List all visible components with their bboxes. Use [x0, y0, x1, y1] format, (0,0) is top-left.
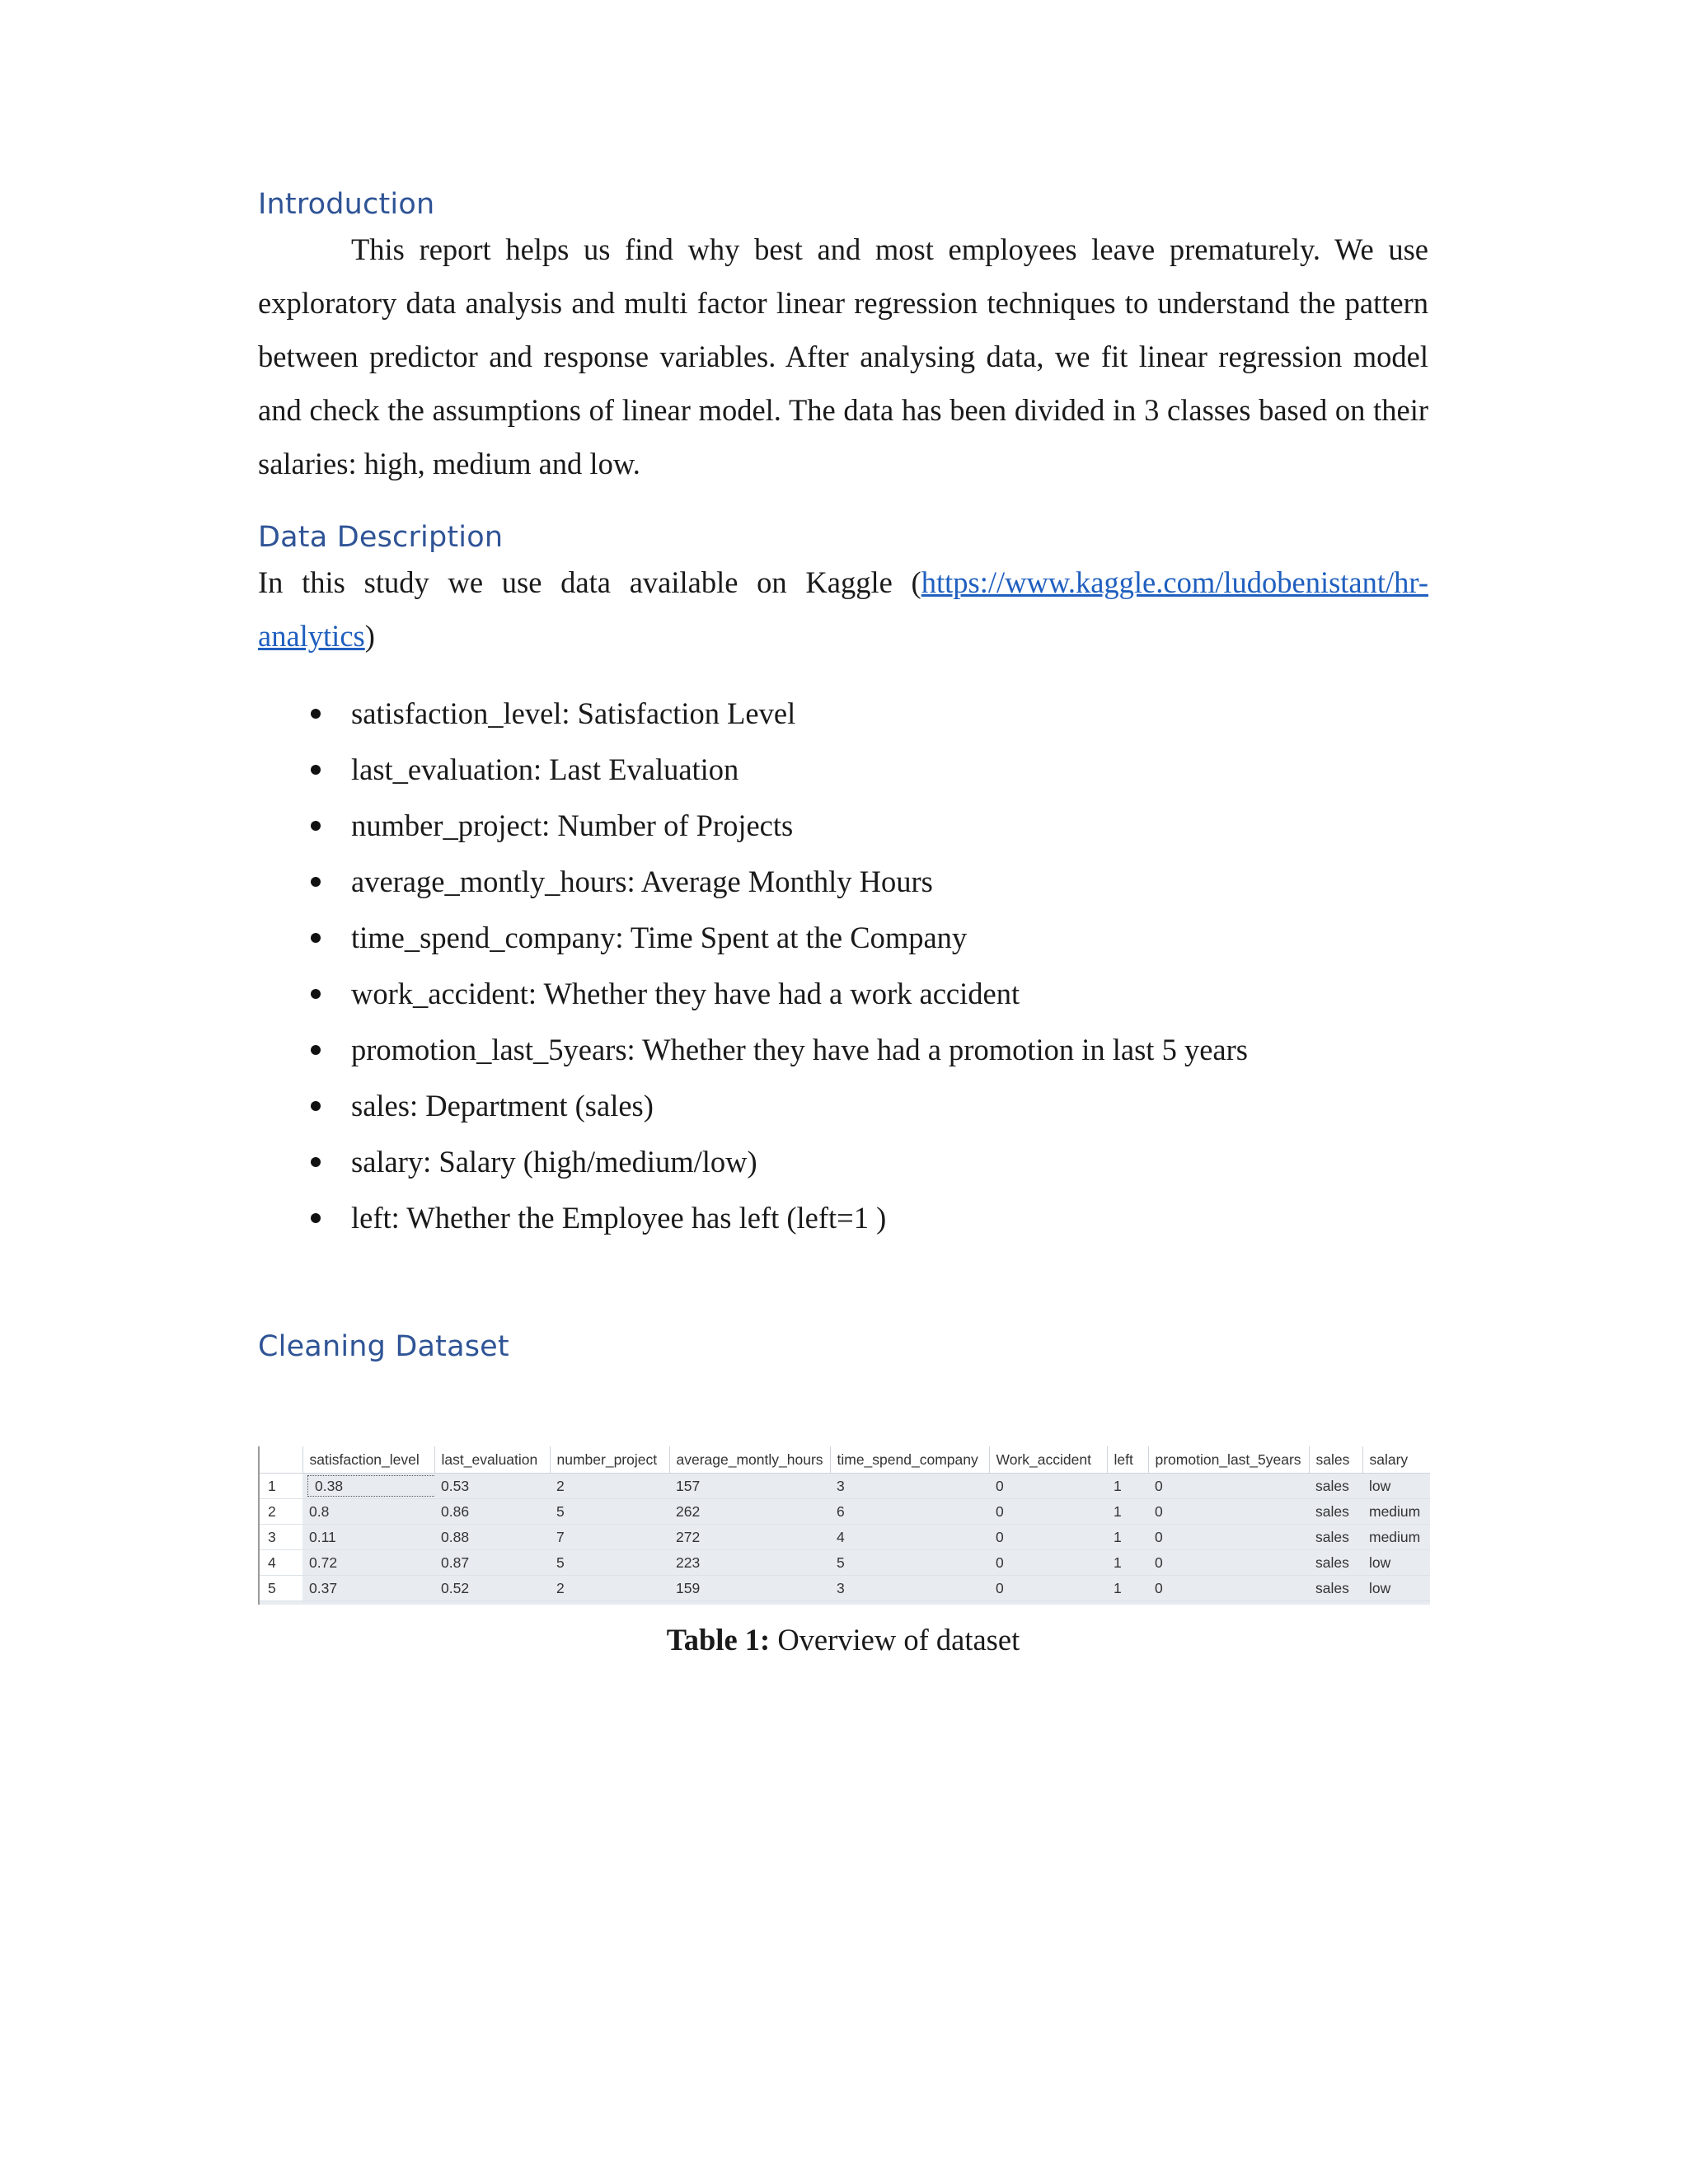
table-cell[interactable]: 157 — [669, 1474, 830, 1499]
introduction-paragraph: This report helps us find why best and most employees leave prematurely. We use exploratory data analysis and multi factor linear regression techniques to understand the pattern between predictor and response variables. After analysing data, we fit linear regression model and check the assumptions of linear model. The data has been divided in 3 classes based on their salaries: high, medium and low. — [258, 232, 1428, 480]
dataset-table — [260, 1446, 1430, 1601]
table-cell[interactable]: 6 — [830, 1499, 989, 1525]
table-cell[interactable]: 1 — [1107, 1474, 1148, 1499]
data-description-heading: Data Description — [258, 521, 504, 554]
column-header[interactable]: Work_accident — [989, 1446, 1107, 1474]
table-cell[interactable]: 0.11 — [302, 1525, 434, 1550]
table-cell[interactable]: low — [1362, 1576, 1430, 1601]
bullet-icon — [311, 933, 321, 943]
data-description-paragraph — [258, 555, 1428, 663]
table-cell[interactable]: 0 — [989, 1474, 1107, 1499]
table-cell[interactable]: 272 — [669, 1525, 830, 1550]
table-cell[interactable]: 0.52 — [434, 1576, 550, 1601]
list-item-text: salary: Salary (high/medium/low) — [351, 1145, 757, 1179]
table-cell[interactable]: 1 — [1107, 1499, 1148, 1525]
column-header[interactable]: salary — [1362, 1446, 1430, 1474]
row-number: 4 — [260, 1550, 302, 1576]
table-cell[interactable]: medium — [1362, 1499, 1430, 1525]
column-header[interactable]: sales — [1309, 1446, 1362, 1474]
column-header[interactable]: promotion_last_5years — [1148, 1446, 1309, 1474]
bullet-icon — [311, 765, 321, 775]
table-row — [260, 1525, 1430, 1550]
table-cell[interactable]: 1 — [1107, 1550, 1148, 1576]
table-cell[interactable]: 5 — [550, 1499, 669, 1525]
list-item-text: number_project: Number of Projects — [351, 808, 794, 842]
table-cell[interactable]: 4 — [830, 1525, 989, 1550]
column-header[interactable]: satisfaction_level — [302, 1446, 434, 1474]
list-item-text: time_spend_company: Time Spent at the Company — [351, 921, 968, 954]
list-item — [258, 966, 1428, 1022]
table-cell[interactable]: 0.72 — [302, 1550, 434, 1576]
table-caption-label: Table 1: — [666, 1623, 771, 1657]
table-cell[interactable]: 0.37 — [302, 1576, 434, 1601]
table-cell[interactable]: 262 — [669, 1499, 830, 1525]
table-header-row — [260, 1446, 1430, 1474]
table-cell[interactable]: 0 — [989, 1525, 1107, 1550]
row-number: 2 — [260, 1499, 302, 1525]
table-cell[interactable]: 2 — [550, 1576, 669, 1601]
list-item-text: left: Whether the Employee has left (left=1 ) — [351, 1201, 887, 1235]
table-cell[interactable]: sales — [1309, 1576, 1362, 1601]
table-cell[interactable]: 0.8 — [302, 1499, 434, 1525]
list-item — [258, 686, 1428, 742]
bullet-icon — [311, 821, 321, 831]
column-header[interactable]: last_evaluation — [434, 1446, 550, 1474]
table-row — [260, 1576, 1430, 1601]
data-description-intro: In this study we use data available on Kaggle ( — [258, 565, 921, 599]
table-cell[interactable]: 0 — [1148, 1576, 1309, 1601]
table-cell[interactable]: 0 — [989, 1550, 1107, 1576]
table-cell[interactable]: 5 — [830, 1550, 989, 1576]
table-cell[interactable]: 0.87 — [434, 1550, 550, 1576]
table-cell[interactable]: 2 — [550, 1474, 669, 1499]
row-number: 5 — [260, 1576, 302, 1601]
table-cell[interactable]: 223 — [669, 1550, 830, 1576]
column-header[interactable]: average_montly_hours — [669, 1446, 830, 1474]
list-item-text: sales: Department (sales) — [351, 1089, 654, 1122]
bullet-icon — [311, 1157, 321, 1167]
bullet-icon — [311, 877, 321, 887]
bullet-icon — [311, 1213, 321, 1223]
table-row — [260, 1474, 1430, 1499]
table-caption-text: Overview of dataset — [770, 1623, 1020, 1657]
table-cell[interactable]: 3 — [830, 1576, 989, 1601]
list-item — [258, 1134, 1428, 1190]
data-description-close-paren: ) — [364, 619, 375, 653]
table-cell[interactable]: sales — [1309, 1474, 1362, 1499]
cleaning-dataset-heading: Cleaning Dataset — [258, 1330, 509, 1363]
table-cell[interactable] — [302, 1474, 434, 1499]
list-item — [258, 798, 1428, 854]
table-cell[interactable]: medium — [1362, 1525, 1430, 1550]
list-item — [258, 854, 1428, 910]
table-row — [260, 1499, 1430, 1525]
row-number: 1 — [260, 1474, 302, 1499]
row-number: 3 — [260, 1525, 302, 1550]
bullet-icon — [311, 709, 321, 719]
table-cell[interactable]: low — [1362, 1550, 1430, 1576]
list-item-text: average_montly_hours: Average Monthly Hours — [351, 865, 933, 898]
table-cell[interactable]: 0.86 — [434, 1499, 550, 1525]
dataset-grid — [258, 1446, 1430, 1605]
list-item — [258, 1022, 1428, 1078]
kaggle-link[interactable]: https://www.kaggle.com/ludobenistant/hr-analytics — [258, 565, 1428, 653]
list-item-text: satisfaction_level: Satisfaction Level — [351, 696, 796, 730]
table-caption — [258, 1619, 1428, 1661]
table-cell[interactable]: sales — [1309, 1499, 1362, 1525]
list-item — [258, 1078, 1428, 1134]
table-cell[interactable]: 0 — [1148, 1474, 1309, 1499]
table-cell[interactable]: 5 — [550, 1550, 669, 1576]
table-cell[interactable]: 0.88 — [434, 1525, 550, 1550]
column-header[interactable]: left — [1107, 1446, 1148, 1474]
introduction-heading: Introduction — [258, 188, 435, 221]
table-cell[interactable]: 1 — [1107, 1576, 1148, 1601]
variable-list — [258, 686, 1428, 1246]
list-item-text: work_accident: Whether they have had a work accident — [351, 977, 1020, 1010]
list-item — [258, 1190, 1428, 1246]
table-cell[interactable]: 7 — [550, 1525, 669, 1550]
list-item-text: promotion_last_5years: Whether they have had a promotion in last 5 years — [351, 1033, 1248, 1066]
bullet-icon — [311, 1045, 321, 1055]
selected-cell-value: 0.38 — [307, 1475, 434, 1497]
table-cell[interactable]: 0 — [1148, 1525, 1309, 1550]
table-cell[interactable]: sales — [1309, 1525, 1362, 1550]
table-cell[interactable]: 0 — [1148, 1499, 1309, 1525]
table-cell[interactable]: low — [1362, 1474, 1430, 1499]
table-cell[interactable]: 1 — [1107, 1525, 1148, 1550]
table-cell[interactable]: 0.53 — [434, 1474, 550, 1499]
bullet-icon — [311, 989, 321, 999]
table-cell[interactable]: 0 — [989, 1576, 1107, 1601]
table-row — [260, 1550, 1430, 1576]
bullet-icon — [311, 1101, 321, 1111]
table-cell[interactable]: 3 — [830, 1474, 989, 1499]
table-cell[interactable]: 0 — [1148, 1550, 1309, 1576]
column-header[interactable]: number_project — [550, 1446, 669, 1474]
list-item — [258, 742, 1428, 798]
column-header[interactable]: time_spend_company — [830, 1446, 989, 1474]
list-item — [258, 910, 1428, 966]
list-item-text: last_evaluation: Last Evaluation — [351, 752, 739, 786]
table-cell[interactable]: sales — [1309, 1550, 1362, 1576]
table-cell[interactable]: 0 — [989, 1499, 1107, 1525]
table-cell[interactable]: 159 — [669, 1576, 830, 1601]
row-number-header — [260, 1446, 302, 1474]
